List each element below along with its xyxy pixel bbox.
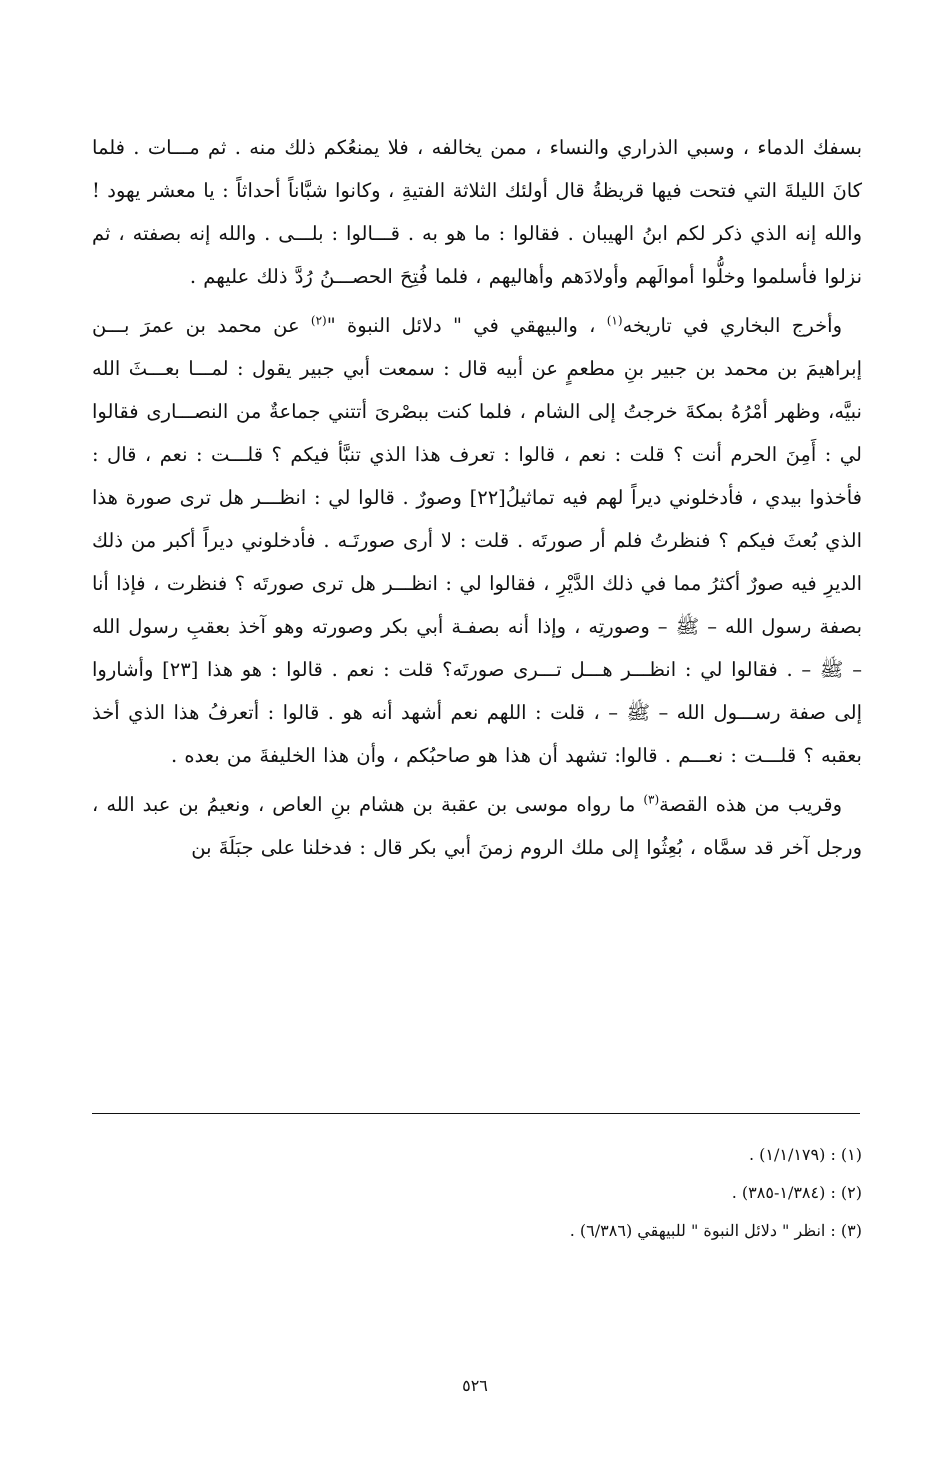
main-text [92,126,862,869]
paragraph-2-text-end: عن محمد بن عمرَ بـــن إبراهيمَ بن محمد بن جبير بنِ مطعمٍ عن أبيه قال : سمعت أبي جبير يقول : لمـــا بعـــثَ الله نبيَّه، وظهر أمْرُهُ بمكةَ خرجتُ إلى الشام ، فلما كنت ببصْرىَ أتتني جماعةٌ من النصـــارى فقالوا لي : أَمِنَ الحرم أنت ؟ قلت : نعم ، قالوا : تعرف هذا الذي تنبَّأ فيكم ؟ قلـــت : نعم ، قال : فأخذوا بيدي ، فأدخلوني ديراً لهم فيه تماثيلُ[٢٢] وصورٌ . قالوا لي : انظـــر هل ترى صورة هذا الذي بُعثَ فيكم ؟ فنظرتُ فلم أر صورتَه . قلت : لا أرى صورتَـه . فأدخلوني ديراً أكبر من ذلك الديرِ فيه صورٌ أكثرُ مما في ذلك الدَّيْرِ ، فقالوا لي : انظـــر هل ترى صورتَه ؟ فنظرت ، فإذا أنا بصفة رسول الله – ﷺ – وصورتِه ، وإذا أنه بصفـة أبي بكر وصورته وهو آخذ بعقبِ رسول الله – ﷺ – . فقالوا لي : انظـــر هـــل تـــرى صورتَه؟ قلت : نعم . قالوا : هو هذا [٢٣] وأشاروا إلى صفة رســـول الله – ﷺ – ، قلت : اللهم نعم أشهد أنه هو . قالوا : أتعرفُ هذا الذي أخذ بعقبه ؟ قلـــت : نعـــم . قالوا: تشهد أن هذا هو صاحبُكم ، وأن هذا الخليفةَ من بعده . [92,314,862,767]
paragraph-3-text-start: وقريب من هذه القصة [659,793,842,816]
footnote-3: (٣) : انظر " دلائل النبوة " للبيهقي (٦/٣٨٦) . [569,1221,862,1240]
paragraph-2 [92,304,862,777]
page-number: ٥٢٦ [462,1376,488,1395]
footnote-1: (١) : (١/١/١٧٩) . [748,1145,862,1164]
footnotes [92,1136,862,1250]
paragraph-2-text-start: وأخرج البخاري في تاريخه [622,314,842,337]
footnote-ref-2: (٢) [310,313,327,328]
paragraph-3 [92,783,862,869]
paragraph-3-text-end: ما رواه موسى بن عقبة بن هشام بنِ العاص ، ونعيمُ بن عبد الله ، ورجل آخر قد سمَّاه ، بُعِثُوا إلى ملك الروم زمنَ أبي بكر قال : فدخلنا على جبَلَةَ بن [92,793,862,859]
paragraph-2-text-middle: ، والبيهقي في " دلائل النبوة " [326,314,607,337]
footnote-divider [92,1113,860,1114]
paragraph-1: بسفك الدماء ، وسبي الذراري والنساء ، ممن يخالفه ، فلا يمنعُكم ذلك منه . ثم مـــات . فلما كانَ الليلةَ التي فتحت فيها قريظةُ قال أولئك الثلاثة الفتيةِ ، وكانوا شبَّاناً أحداثاً : يا معشر يهود ! والله إنه الذي ذكر لكم ابنُ الهيبان . فقالوا : ما هو به . قـــالوا : بلـــى . والله إنه بصفته ، ثم نزلوا فأسلموا وخلُّوا أموالَهم وأولادَهم وأهاليهم ، فلما فُتِحَ الحصـــنُ رُدَّ ذلك عليهم . [92,136,862,288]
footnote-2: (٢) : (١/٣٨٤-٣٨٥) . [731,1183,862,1202]
footnote-ref-3: (٣) [643,792,660,807]
footnote-ref-1: (١) [606,313,623,328]
